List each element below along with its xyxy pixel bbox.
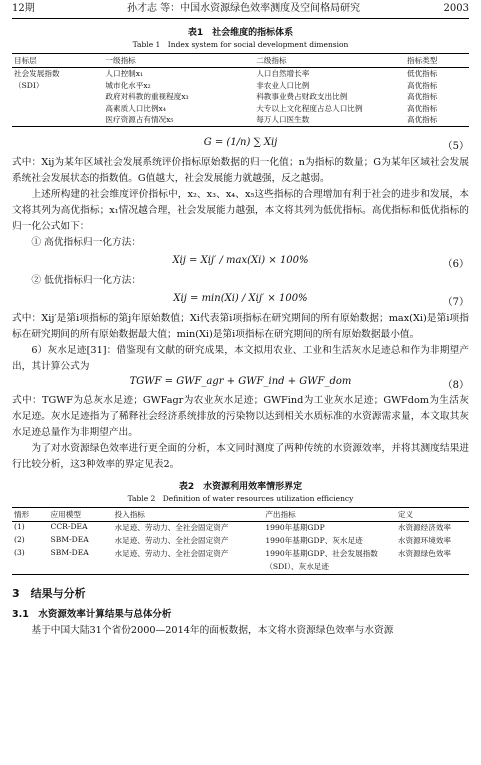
table-cell: 政府对科教的重视程度x₃ <box>105 92 189 101</box>
table-cell <box>12 114 103 126</box>
section-heading: 3 结果与分析 <box>12 586 86 600</box>
list-item: ① 高优指标归一化方法： <box>31 236 142 248</box>
equation-number: （5） <box>442 140 469 152</box>
paragraph: 式中：TGWF为总灰水足迹；GWFagr为农业灰水足迹；GWFind为工业灰水足迹；GWFdom为生活灰水足迹。灰水足迹指为了稀释社会经济系统排放的污染物以达到相关水质标准的水资源需求量，本文取其灰水足迹总量作为非期望产出。 <box>12 394 469 438</box>
table-cell <box>12 103 103 115</box>
table-cell: （SDI） <box>14 80 44 90</box>
equation-5 <box>12 133 469 155</box>
table-row <box>12 535 469 548</box>
table-cell: 低优指标 <box>406 69 438 78</box>
column-header: 一级指标 <box>103 54 254 68</box>
table-cell: 1990年基期GDP、社会发展指数 <box>265 548 378 558</box>
table-cell: SBM-DEA <box>50 534 89 544</box>
page-number: 2003 <box>443 3 469 14</box>
paragraph: 上述所构建的社会维度评价指标中，x₂、x₃、x₄、x₅这些指标的合理增加有利于社会的进步和发展，本文将其列为高优指标；x₁情况越合理，社会发展能力越强，本文将其列为低优指标。高优指标和低优指标的归一化公式如下： <box>12 188 469 232</box>
table-cell: 高优指标 <box>405 114 469 126</box>
table-cell: 水资源绿色效率 <box>397 548 452 558</box>
equation-6 <box>12 251 469 273</box>
table-cell: 高优指标 <box>406 80 438 90</box>
header-title: 孙才志 等：中国水资源绿色效率测度及空间格局研究 <box>127 3 361 14</box>
equation-formula: G = (1/n) ∑ Xij <box>203 136 278 148</box>
table-cell <box>12 561 49 575</box>
table-cell: 高素质人口比例x₄ <box>105 103 166 113</box>
paragraph: 为了对水资源绿色效率进行更全面的分析，本文同时测度了两种传统的水资源效率，并将其测度结果进行比较分析，这3种效率的界定见表2。 <box>12 442 469 470</box>
table-cell: 人口控制x₁ <box>105 69 144 78</box>
table1-caption-cn: 表1 社会维度的指标体系 <box>187 28 294 38</box>
table2-caption-cn: 表2 水资源利用效率情形界定 <box>178 481 303 492</box>
table-cell: 大专以上文化程度占总人口比例 <box>256 103 363 113</box>
subsection-heading: 3.1 水资源效率计算结果与总体分析 <box>12 608 172 620</box>
table-cell: (1) <box>14 521 25 531</box>
equation-8 <box>12 375 469 393</box>
equation-formula: Xij = Xij′ / max(Xi) × 100% <box>172 254 309 266</box>
equation-formula: TGWF = GWF_agr + GWF_ind + GWF_dom <box>129 375 352 387</box>
table-row <box>12 548 469 561</box>
table-row <box>12 91 469 103</box>
list-item: ② 低优指标归一化方法： <box>31 274 142 286</box>
table-cell <box>12 91 103 103</box>
table-cell: (2) <box>14 534 25 544</box>
table-cell: 非农业人口比例 <box>256 80 310 90</box>
column-header: 产出指标 <box>263 507 396 521</box>
table-cell <box>49 561 113 575</box>
table-header-row <box>12 507 469 521</box>
table-cell: 高优指标 <box>406 103 438 113</box>
table-cell <box>113 561 264 575</box>
table-cell: 城市化水平x₂ <box>105 80 151 90</box>
table-cell: 水资源环境效率 <box>397 535 452 545</box>
table-row <box>12 561 469 575</box>
column-header: 目标层 <box>12 54 103 68</box>
table-row <box>12 521 469 535</box>
page <box>12 0 469 639</box>
equation-formula: Xij = min(Xi) / Xij′ × 100% <box>173 292 308 304</box>
table-row <box>12 80 469 92</box>
column-header: 指标类型 <box>405 54 469 68</box>
table-cell: 社会发展指数 <box>14 69 60 78</box>
table-cell: 1990年基期GDP、灰水足迹 <box>265 535 363 545</box>
table-cell: 1990年基期GDP <box>265 522 325 532</box>
column-header: 情形 <box>12 507 49 521</box>
table2 <box>12 507 469 575</box>
table-row <box>12 68 469 80</box>
paragraph: 基于中国大陆31个省份2000—2014年的面板数据，本文将水资源绿色效率与水资源 <box>31 624 394 636</box>
table-cell: CCR-DEA <box>50 521 88 531</box>
table-cell: （SDI）、灰水足迹 <box>263 561 396 575</box>
equation-number: （7） <box>442 296 469 308</box>
table-cell <box>396 561 469 575</box>
paragraph: 式中：Xij为某年区域社会发展系统评价指标原始数据的归一化值；n为指标的数量；G为某年区域社会发展系统社会发展状态的指数值。G值越大，社会发展能力就越强，反之越弱。 <box>12 156 469 184</box>
table-cell: SBM-DEA <box>50 547 89 557</box>
table-cell: 水资源经济效率 <box>397 522 452 532</box>
table-cell: 高优指标 <box>406 92 438 101</box>
table-cell: 人口自然增长率 <box>256 69 310 78</box>
paragraph: 式中：Xij′是第i项指标的第j年原始数值；Xi代表第i项指标在研究期间的所有原始数据；max(Xi)是第i项指标在研究期间的所有原始数据最大值；min(Xi)是第i项指标在研究期间的所有原始数据最小值。 <box>12 312 469 340</box>
column-header: 定义 <box>396 507 469 521</box>
table1-caption-en: Table 1 Index system for social development dimension <box>132 40 349 49</box>
header-rule <box>12 18 469 19</box>
paragraph: 6）灰水足迹[31]：借鉴现有文献的研究成果，本文拟用农业、工业和生活灰水足迹总和作为非期望产出，其计算公式为 <box>12 344 469 372</box>
table-cell: 水足迹、劳动力、全社会固定资产 <box>114 535 229 545</box>
table-header-row <box>12 54 469 68</box>
column-header: 二级指标 <box>254 54 405 68</box>
equation-number: （8） <box>442 379 469 391</box>
column-header: 投入指标 <box>113 507 264 521</box>
table1 <box>12 53 469 127</box>
table-cell: (3) <box>14 547 25 557</box>
table-row <box>12 103 469 115</box>
equation-number: （6） <box>442 258 469 270</box>
table2-caption-en: Table 2 Definition of water resources utilization efficiency <box>127 493 354 503</box>
running-header <box>12 0 469 18</box>
column-header: 应用模型 <box>49 507 113 521</box>
table-cell: 水足迹、劳动力、全社会固定资产 <box>114 548 229 558</box>
table-cell: 科教事业费占财政支出比例 <box>256 92 348 101</box>
table-cell: 医疗资源占有情况x₅ <box>103 114 254 126</box>
equation-7 <box>12 289 469 311</box>
table-cell: 每万人口医生数 <box>254 114 405 126</box>
issue-label: 12期 <box>12 3 35 14</box>
table-row <box>12 114 469 126</box>
table-cell: 水足迹、劳动力、全社会固定资产 <box>114 522 229 532</box>
